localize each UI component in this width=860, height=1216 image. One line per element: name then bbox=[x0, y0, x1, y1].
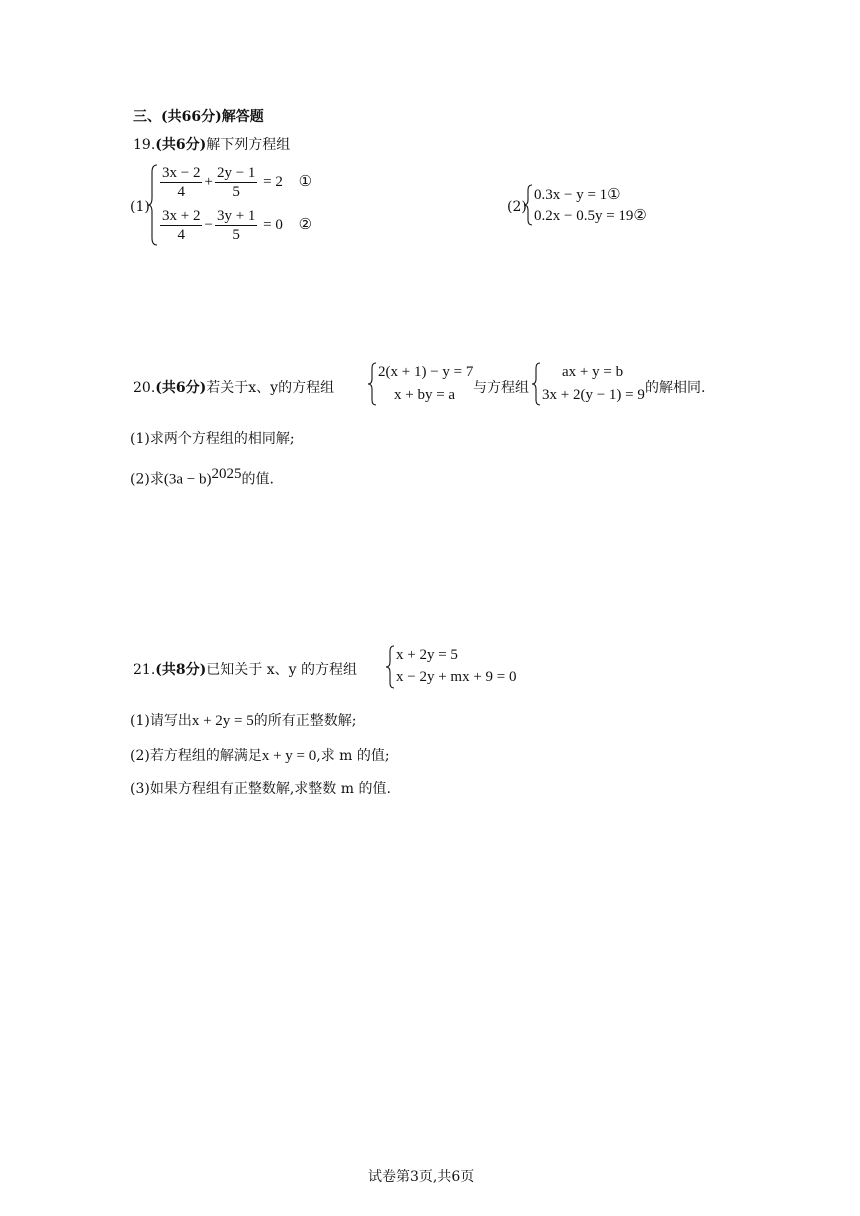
q21-part1: (1)请写出x + 2y = 5的所有正整数解; bbox=[130, 713, 357, 729]
q19-part2-label: (2) bbox=[507, 199, 527, 215]
q19-part2-eq1: 0.3x − y = 1① bbox=[534, 187, 621, 203]
q20-part1: (1)求两个方程组的相同解; bbox=[130, 431, 295, 447]
q20-header bbox=[133, 377, 334, 397]
q21-number: 21. bbox=[133, 662, 156, 678]
q19-number: 19. bbox=[133, 137, 156, 153]
q20-text-mid: 与方程组 bbox=[473, 380, 529, 396]
circled-one: ① bbox=[298, 173, 313, 190]
q20-system1-brace bbox=[368, 362, 377, 406]
q21-system-brace bbox=[386, 645, 395, 689]
q20-text-before: 若关于x、y的方程组 bbox=[206, 380, 335, 396]
page-footer: 试卷第3页,共6页 bbox=[368, 1169, 475, 1185]
q21-part2: (2)若方程组的解满足x + y = 0,求 m 的值; bbox=[130, 748, 390, 764]
q19-part1-label: (1) bbox=[130, 199, 150, 215]
q19-part1-eq2: $\frac{3x + 2}{4}$ − $\frac{3y + 1}{5}$ = 0 ② bbox=[162, 208, 313, 243]
q20-system2-eq1: ax + y = b bbox=[562, 364, 624, 380]
q20-score: (共6分) bbox=[155, 380, 207, 396]
q19-p1-eq2-frac2: $\frac{3y + 1}{5}$ bbox=[216, 208, 256, 243]
q20-system2-brace bbox=[532, 362, 541, 406]
q19-text: 解下列方程组 bbox=[206, 137, 291, 153]
q19-header bbox=[133, 134, 290, 154]
q20-system1-eq1: 2(x + 1) − y = 7 bbox=[378, 364, 474, 380]
q21-score: (共8分) bbox=[155, 662, 207, 678]
q19-part1-eq1: $\frac{3x - 2}{4}$ + $\frac{2y - 1}{5}$ = 2 ① bbox=[162, 165, 313, 200]
q20-system1-eq2: x + by = a bbox=[394, 387, 456, 403]
q20-text-after: 的解相同. bbox=[645, 380, 706, 396]
q19-part1-brace bbox=[148, 164, 158, 246]
q20-number: 20. bbox=[133, 380, 156, 396]
q19-part2-brace bbox=[524, 184, 533, 226]
q19-p1-eq1-frac2: $\frac{2y - 1}{5}$ bbox=[216, 165, 256, 200]
circled-two: ② bbox=[298, 216, 313, 233]
q19-p1-eq1-frac1: $\frac{3x - 2}{4}$ bbox=[162, 165, 201, 200]
q21-system-eq1: x + 2y = 5 bbox=[396, 647, 458, 663]
q21-system-eq2: x − 2y + mx + 9 = 0 bbox=[396, 669, 517, 685]
q19-part2-eq2: 0.2x − 0.5y = 19② bbox=[534, 208, 647, 224]
section-title: 三、(共66分)解答题 bbox=[133, 109, 264, 125]
q20-system2-eq2: 3x + 2(y − 1) = 9 bbox=[542, 387, 645, 403]
q21-part3: (3)如果方程组有正整数解,求整数 m 的值. bbox=[130, 781, 391, 797]
q21-header bbox=[133, 659, 357, 679]
q19-p1-eq2-frac1: $\frac{3x + 2}{4}$ bbox=[162, 208, 201, 243]
q20-part2: (2)求$(3a - b)^{2025}$的值. bbox=[130, 466, 274, 488]
q20-part2-expression: (3a − b) bbox=[163, 471, 212, 488]
q21-text-before: 已知关于 x、y 的方程组 bbox=[206, 662, 357, 678]
q19-score: (共6分) bbox=[155, 137, 207, 153]
q20-part2-exponent: 2025 bbox=[211, 466, 242, 482]
